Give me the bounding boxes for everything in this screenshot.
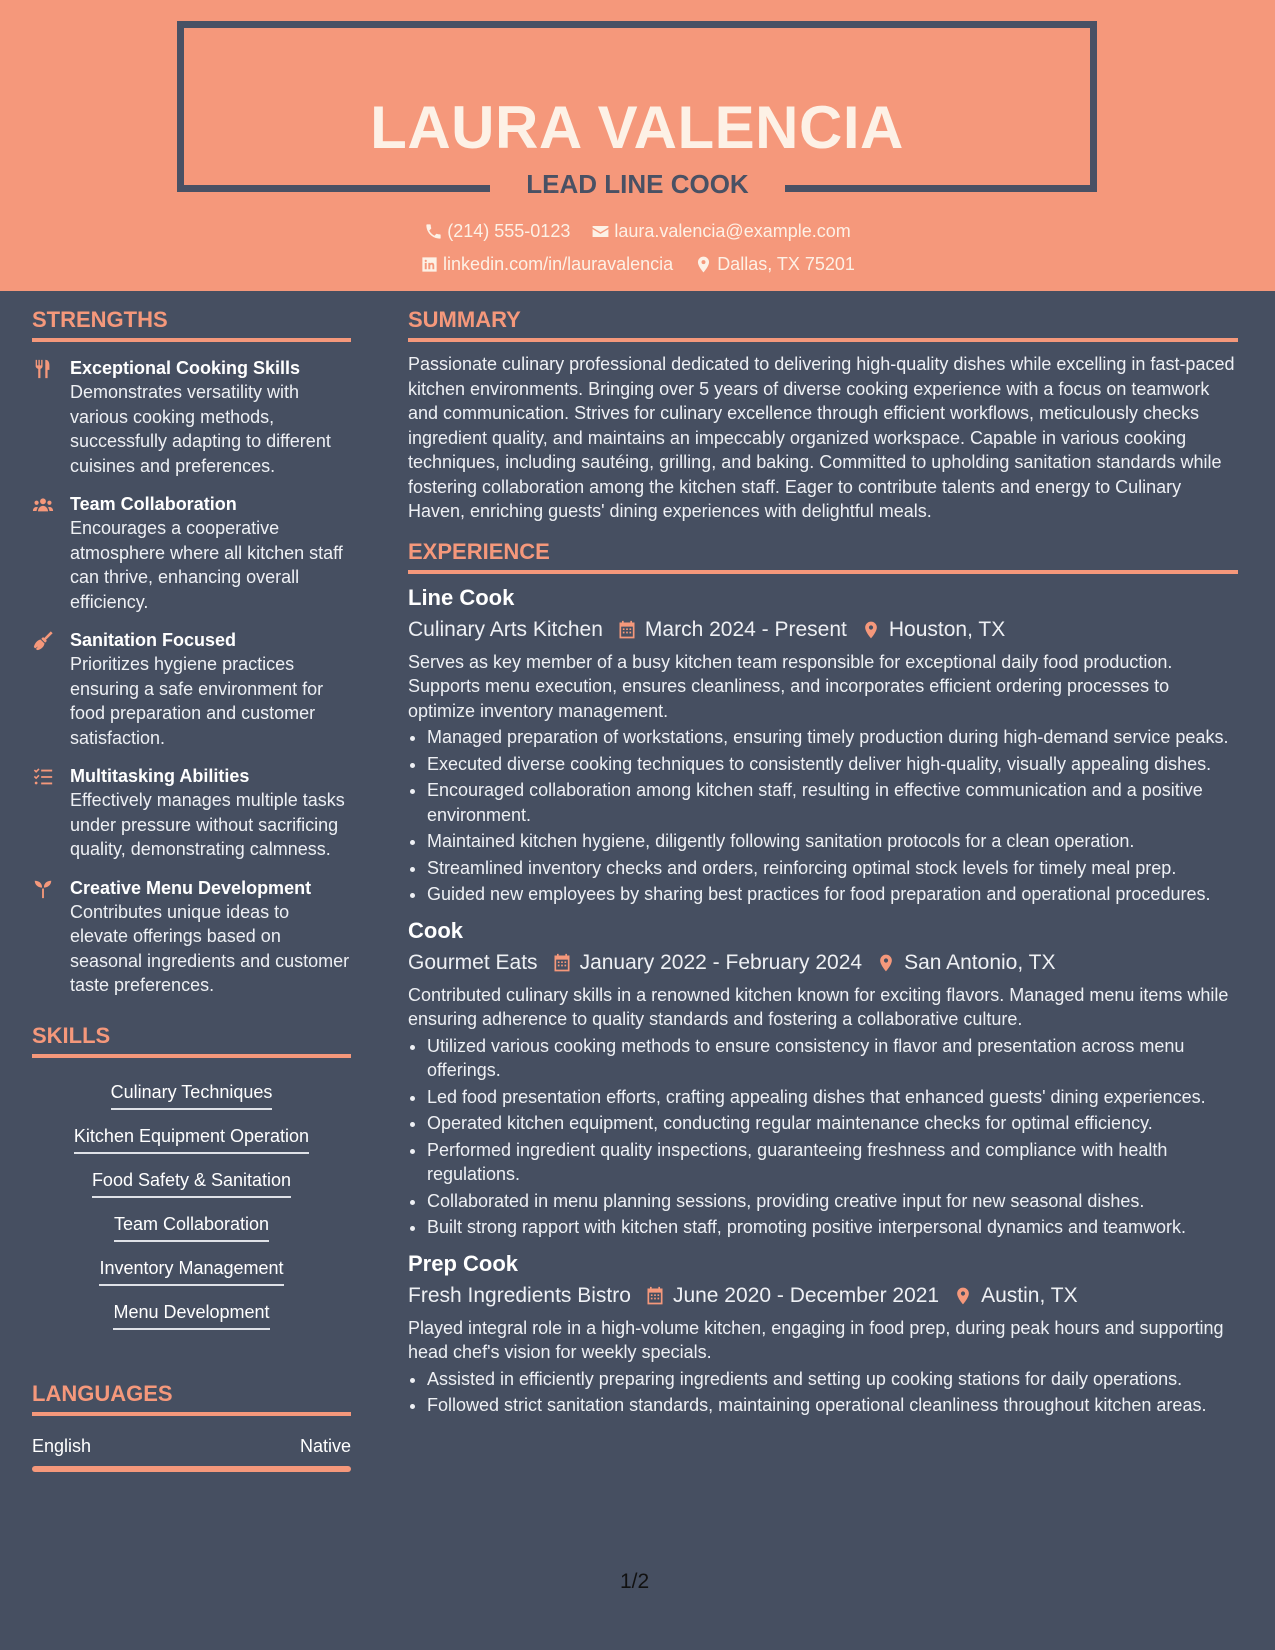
job-bullet: • Followed strict sanitation standards, maintaining operational cleanliness throughout kitchen areas. bbox=[427, 1393, 1238, 1418]
strength-item bbox=[32, 628, 351, 750]
job-bullet: • Operated kitchen equipment, conducting regular maintenance checks for optimal efficiency. bbox=[427, 1111, 1238, 1136]
strength-desc: Demonstrates versatility with various cooking methods, successfully adapting to different cuisines and preferences. bbox=[70, 382, 331, 476]
strength-desc: Contributes unique ideas to elevate offerings based on seasonal ingredients and customer taste preferences. bbox=[70, 901, 350, 995]
strength-title: Sanitation Focused bbox=[70, 630, 237, 650]
job-bullet: • Managed preparation of workstations, ensuring timely production during high-demand service peaks. bbox=[427, 725, 1238, 750]
calendar-icon bbox=[552, 953, 572, 973]
linkedin-icon bbox=[420, 255, 439, 274]
language-proficiency-bar bbox=[32, 1466, 351, 1472]
strength-title: Creative Menu Development bbox=[70, 877, 312, 898]
header bbox=[0, 0, 1275, 291]
map-pin-icon bbox=[953, 1286, 973, 1306]
strength-item bbox=[32, 356, 351, 478]
job-bullets bbox=[408, 1034, 1238, 1240]
strength-item bbox=[32, 876, 351, 998]
job-bullet: • Maintained kitchen hygiene, diligently following sanitation protocols for a clean operation. bbox=[427, 829, 1238, 854]
job-title: Cook bbox=[408, 917, 463, 943]
job-bullets bbox=[408, 725, 1238, 907]
calendar-icon bbox=[617, 620, 637, 640]
job-meta bbox=[408, 1282, 1238, 1310]
skill-tag: Culinary Techniques bbox=[111, 1080, 273, 1110]
job-bullet: • Collaborated in menu planning sessions, providing creative input for new seasonal dishes. bbox=[427, 1189, 1238, 1214]
skill-tag: Food Safety & Sanitation bbox=[92, 1168, 291, 1198]
job-title-wrap bbox=[490, 164, 785, 204]
candidate-name: LAURA VALENCIA bbox=[370, 94, 904, 161]
skill-tag: Menu Development bbox=[113, 1300, 269, 1330]
broom-icon bbox=[32, 630, 54, 652]
job-dates: January 2022 - February 2024 bbox=[579, 950, 863, 974]
envelope-icon bbox=[591, 222, 610, 241]
page-number: 1/2 bbox=[620, 1570, 650, 1593]
languages-heading: LANGUAGES bbox=[32, 1380, 351, 1416]
location-contact bbox=[694, 252, 855, 276]
job-description: Serves as key member of a busy kitchen team responsible for exceptional daily food production. Supports menu execution, ensures cleanliness, and incorporates efficient ordering processes to optimize inventory management. bbox=[408, 651, 1173, 721]
job-entry bbox=[408, 584, 1238, 907]
strength-desc: Encourages a cooperative atmosphere where all kitchen staff can thrive, enhancing overall efficiency. bbox=[70, 518, 343, 612]
email-contact[interactable] bbox=[591, 219, 850, 243]
job-bullet: • Utilized various cooking methods to ensure consistency in flavor and presentation across menu offerings. bbox=[427, 1034, 1238, 1083]
strength-item bbox=[32, 764, 351, 862]
contact-row-2 bbox=[0, 252, 1275, 280]
job-bullet: • Executed diverse cooking techniques to consistently deliver high-quality, visually appealing dishes. bbox=[427, 752, 1238, 777]
phone-text: (214) 555-0123 bbox=[447, 221, 571, 241]
job-bullet: • Led food presentation efforts, crafting appealing dishes that enhanced guests' dining experiences. bbox=[427, 1085, 1238, 1110]
strength-desc: Effectively manages multiple tasks under pressure without sacrificing quality, demonstrating calmness. bbox=[70, 790, 345, 859]
language-name: English bbox=[32, 1435, 92, 1456]
strength-item bbox=[32, 492, 351, 614]
job-dates: June 2020 - December 2021 bbox=[672, 1283, 940, 1307]
language-item bbox=[32, 1434, 351, 1458]
left-column bbox=[32, 306, 351, 1472]
job-bullet: • Encouraged collaboration among kitchen staff, resulting in effective communication and a positive environment. bbox=[427, 778, 1238, 827]
map-pin-icon bbox=[861, 620, 881, 640]
job-bullet: • Streamlined inventory checks and orders, reinforcing optimal stock levels for timely meal prep. bbox=[427, 856, 1238, 881]
job-entry bbox=[408, 917, 1238, 1240]
company-name: Fresh Ingredients Bistro bbox=[408, 1283, 631, 1307]
skills-heading: SKILLS bbox=[32, 1022, 351, 1058]
job-bullet: • Performed ingredient quality inspections, guaranteeing freshness and compliance with health regulations. bbox=[427, 1138, 1238, 1187]
seedling-icon bbox=[32, 878, 54, 900]
job-bullets bbox=[408, 1367, 1238, 1418]
summary-heading: SUMMARY bbox=[408, 306, 1238, 342]
summary-text: Passionate culinary professional dedicated to delivering high-quality dishes while excelling in fast-paced kitchen environments. Bringing over 5 years of diverse cooking experience with a focus on teamwork and communication. Strives for culinary excellence through efficient workflows, meticulously checks ingredient quality, and maintains an impeccably organized workspace. Capable in various cooking techniques, including sautéing, grilling, and baking. Committed to upholding sanitation standards while fostering collaboration among the kitchen staff. Eager to contribute talents and energy to Culinary Haven, enriching guests' dining experiences with delightful meals. bbox=[408, 354, 1235, 521]
skill-tag: Inventory Management bbox=[99, 1256, 283, 1286]
candidate-title: LEAD LINE COOK bbox=[526, 169, 749, 199]
job-description: Contributed culinary skills in a renowned kitchen known for exciting flavors. Managed menu items while ensuring adherence to quality standards and fostering a collaborative culture. bbox=[408, 984, 1229, 1029]
strength-title: Multitasking Abilities bbox=[70, 766, 250, 786]
map-pin-icon bbox=[694, 255, 713, 274]
company-name: Gourmet Eats bbox=[408, 950, 538, 974]
linkedin-contact[interactable] bbox=[420, 252, 673, 276]
job-location: Austin, TX bbox=[981, 1283, 1078, 1307]
strength-title: Exceptional Cooking Skills bbox=[70, 358, 301, 378]
strengths-heading: STRENGTHS bbox=[32, 306, 351, 342]
email-text: laura.valencia@example.com bbox=[614, 221, 851, 241]
strength-desc: Prioritizes hygiene practices ensuring a safe environment for food preparation and customer satisfaction. bbox=[70, 654, 324, 748]
company-name: Culinary Arts Kitchen bbox=[408, 617, 603, 641]
skill-tag: Kitchen Equipment Operation bbox=[74, 1124, 309, 1154]
skill-tag: Team Collaboration bbox=[114, 1212, 269, 1242]
language-level: Native bbox=[299, 1435, 351, 1456]
job-title: Prep Cook bbox=[408, 1250, 519, 1276]
job-location: San Antonio, TX bbox=[904, 950, 1056, 974]
job-bullet: • Assisted in efficiently preparing ingredients and setting up cooking stations for daily operations. bbox=[427, 1367, 1238, 1392]
job-description: Played integral role in a high-volume kitchen, engaging in food prep, during peak hours and supporting head chef's vision for weekly specials. bbox=[408, 1317, 1224, 1362]
job-title: Line Cook bbox=[408, 584, 515, 610]
job-dates: March 2024 - Present bbox=[644, 617, 847, 641]
job-location: Houston, TX bbox=[888, 617, 1006, 641]
contact-row-1 bbox=[0, 219, 1275, 247]
utensils-icon bbox=[32, 358, 54, 380]
list-check-icon bbox=[32, 766, 54, 788]
strength-title: Team Collaboration bbox=[70, 494, 237, 514]
job-bullet: • Built strong rapport with kitchen staff, promoting positive interpersonal dynamics and teamwork. bbox=[427, 1215, 1238, 1240]
skills-list bbox=[32, 1058, 351, 1330]
job-meta bbox=[408, 616, 1238, 644]
calendar-icon bbox=[645, 1286, 665, 1306]
map-pin-icon bbox=[876, 953, 896, 973]
right-column bbox=[408, 306, 1238, 1418]
experience-heading: EXPERIENCE bbox=[408, 538, 1238, 574]
phone-contact[interactable] bbox=[424, 219, 570, 243]
phone-icon bbox=[424, 222, 443, 241]
job-bullet: • Guided new employees by sharing best practices for food preparation and operational procedures. bbox=[427, 882, 1238, 907]
linkedin-text: linkedin.com/in/lauravalencia bbox=[443, 254, 674, 274]
job-meta bbox=[408, 949, 1238, 977]
location-text: Dallas, TX 75201 bbox=[717, 254, 855, 274]
users-icon bbox=[32, 494, 54, 516]
job-entry bbox=[408, 1250, 1238, 1418]
